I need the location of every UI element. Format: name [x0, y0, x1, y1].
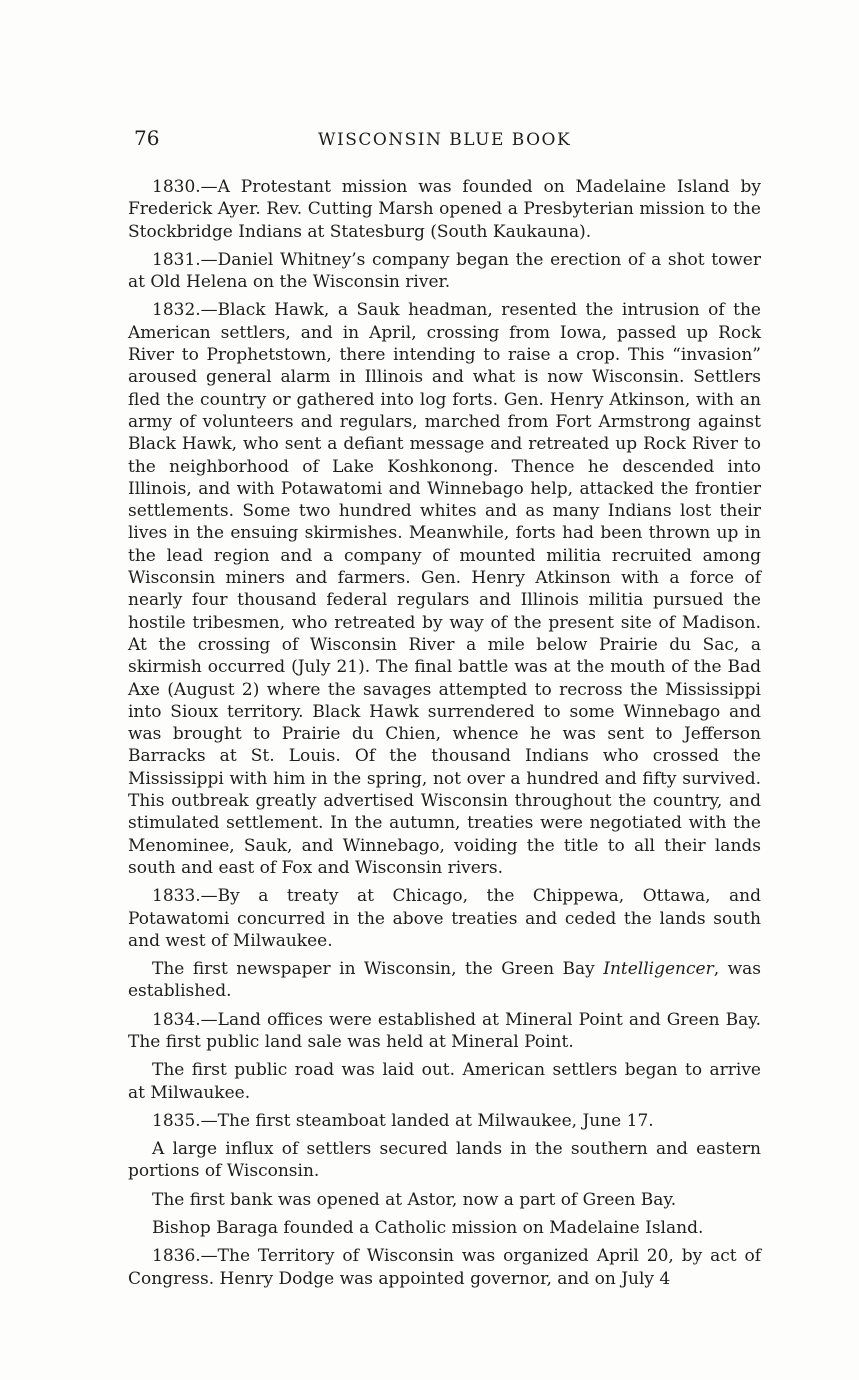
entry-1834-road: [128, 1059, 761, 1104]
entry-year: 1831.: [152, 249, 201, 270]
newspaper-title: Intelligencer: [603, 959, 714, 980]
entry-text: —Land offices were established at Mineral Point and Green Bay. The first public land sale was held at Mineral Point.: [128, 1009, 761, 1052]
entry-text: —The Territory of Wisconsin was organized April 20, by act of Congress. Henry Dodge was appointed governor, and on July 4: [128, 1246, 761, 1289]
entry-1835-bank: [128, 1189, 761, 1211]
entry-text: Bishop Baraga founded a Catholic mission on Madelaine Island.: [152, 1218, 704, 1239]
entry-text: The first bank was opened at Astor, now a part of Green Bay.: [152, 1189, 677, 1210]
entry-1836: [128, 1245, 761, 1290]
entry-text: —A Protestant mission was founded on Madelaine Island by Frederick Ayer. Rev. Cutting Marsh opened a Presbyterian mission to the Stockbridge Indians at Statesburg (South Kaukauna).: [128, 177, 761, 242]
entry-1833: [128, 885, 761, 952]
entry-1835-mission: [128, 1217, 761, 1239]
entry-text: —The first steamboat landed at Milwaukee, June 17.: [200, 1110, 654, 1131]
entry-year: 1835.: [152, 1110, 201, 1131]
page-header: [134, 126, 764, 156]
entry-text: The first public road was laid out. American settlers began to arrive at Milwaukee.: [128, 1060, 761, 1103]
entry-year: 1836.: [152, 1246, 201, 1267]
entry-1832: [128, 299, 761, 879]
running-head: WISCONSIN BLUE BOOK: [318, 130, 572, 150]
entry-1835-settlers: [128, 1138, 761, 1183]
entry-year: 1833.: [152, 886, 201, 907]
entry-1831: [128, 249, 761, 294]
entry-year: 1834.: [152, 1009, 201, 1030]
entry-text: —Daniel Whitney’s company began the erection of a shot tower at Old Helena on the Wisconsin river.: [128, 249, 761, 293]
entry-1830: [128, 176, 761, 243]
entry-year: 1832.: [152, 300, 201, 321]
entry-1834: [128, 1009, 761, 1054]
entry-text: A large influx of settlers secured lands in the southern and eastern portions of Wisconsin.: [128, 1139, 761, 1182]
entry-text: , was established.: [128, 959, 761, 1002]
entry-1835: [128, 1110, 761, 1132]
entry-text: —By a treaty at Chicago, the Chippewa, Ottawa, and Potawatomi concurred in the above treaties and ceded the lands south and west of Milwaukee.: [128, 886, 761, 951]
entry-text: —Black Hawk, a Sauk headman, resented the intrusion of the American settlers, and in April, crossing from Iowa, passed up Rock River to Prophetstown, there intending to raise a crop. This “invasion” aroused general alarm in Illinois and what is now Wisconsin. Settlers fled the country or gathered into log forts. Gen. Henry Atkinson, with an army of volunteers and regulars, marched from Fort Armstrong against Black Hawk, who sent a defiant message and retreated up Rock River to the neighborhood of Lake Koshkonong. Thence he descended into Illinois, and with Potawatomi and Winnebago help, attacked the frontier settlements. Some two hundred whites and as many Indians lost their lives in the ensuing skirmishes. Meanwhile, forts had been thrown up in the lead region and a company of mounted militia recruited among Wisconsin miners and farmers. Gen. Henry Atkinson with a force of nearly four thousand federal regulars and Illinois militia pursued the hostile tribesmen, who retreated by way of the present site of Madison. At the crossing of Wisconsin River a mile below Prairie du Sac, a skirmish occurred (July 21). The final battle was at the mouth of the Bad Axe (August 2) where the savages attempted to recross the Mississippi into Sioux territory. Black Hawk surrendered to some Winnebago and was brought to Prairie du Chien, whence he was sent to Jefferson Barracks at St. Louis. Of the thousand Indians who crossed the Mississippi with him in the spring, not over a hundred and fifty survived. This outbreak greatly advertised Wisconsin throughout the country, and stimulated settlement. In the autumn, treaties were negotiated with the Menominee, Sauk, and Winnebago, voiding the title to all their lands south and east of Fox and Wisconsin rivers.: [128, 300, 761, 878]
page-number: 76: [134, 126, 160, 150]
entry-year: 1830.: [152, 177, 201, 197]
page-body: [128, 176, 761, 1296]
entry-text: The first newspaper in Wisconsin, the Green Bay: [152, 959, 604, 980]
entry-1833-newspaper: [128, 958, 761, 1003]
